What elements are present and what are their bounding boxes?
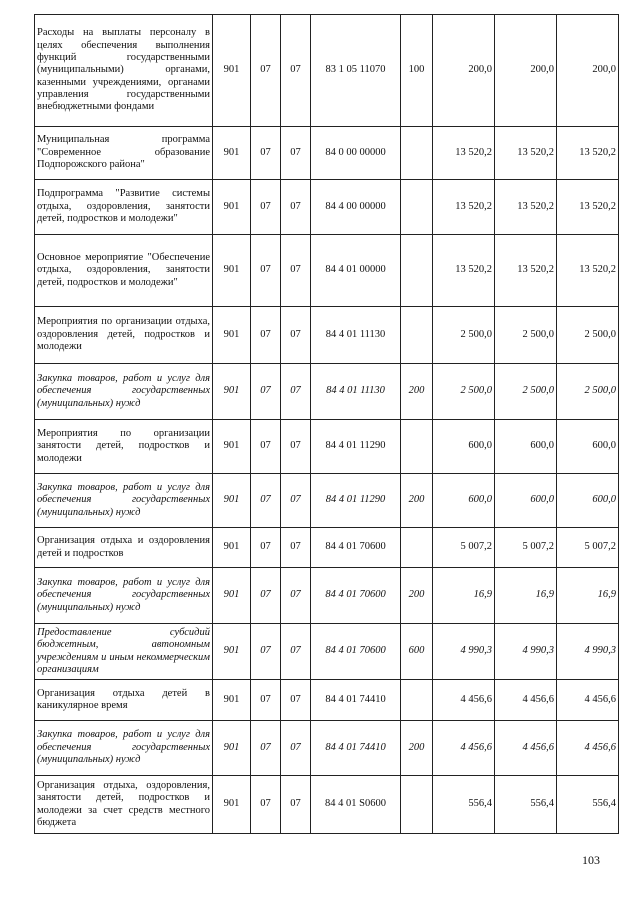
subsection-code: 07: [281, 474, 311, 528]
amount-year-2: 2 500,0: [495, 364, 557, 420]
amount-year-3: 200,0: [557, 15, 619, 127]
row-name: Основное мероприятие "Обеспечение отдыха, оздоровления, занятости детей, подростков и молодежи": [35, 235, 213, 307]
section-code: 07: [251, 15, 281, 127]
row-name: Закупка товаров, работ и услуг для обеспечения государственных (муниципальных) нужд: [35, 474, 213, 528]
amount-year-1: 600,0: [433, 420, 495, 474]
target-code: 84 0 00 00000: [311, 127, 401, 180]
section-code: 07: [251, 528, 281, 568]
table-row: [35, 474, 619, 528]
subsection-code: 07: [281, 776, 311, 834]
admin-code: 901: [213, 15, 251, 127]
admin-code: 901: [213, 568, 251, 624]
row-name: Мероприятия по организации отдыха, оздоровления детей, подростков и молодежи: [35, 307, 213, 364]
subsection-code: 07: [281, 235, 311, 307]
table-row: [35, 364, 619, 420]
expense-type-code: 200: [401, 568, 433, 624]
expense-type-code: [401, 180, 433, 235]
amount-year-2: 4 456,6: [495, 680, 557, 721]
amount-year-2: 600,0: [495, 420, 557, 474]
section-code: 07: [251, 420, 281, 474]
target-code: 84 4 00 00000: [311, 180, 401, 235]
amount-year-3: 13 520,2: [557, 127, 619, 180]
section-code: 07: [251, 776, 281, 834]
budget-table: [34, 14, 619, 834]
expense-type-code: [401, 680, 433, 721]
amount-year-3: 13 520,2: [557, 180, 619, 235]
subsection-code: 07: [281, 127, 311, 180]
amount-year-1: 13 520,2: [433, 127, 495, 180]
expense-type-code: [401, 420, 433, 474]
section-code: 07: [251, 474, 281, 528]
table-row: [35, 721, 619, 776]
subsection-code: 07: [281, 528, 311, 568]
amount-year-1: 4 990,3: [433, 624, 495, 680]
target-code: 84 4 01 11290: [311, 420, 401, 474]
expense-type-code: 200: [401, 364, 433, 420]
row-name: Подпрограмма "Развитие системы отдыха, оздоровления, занятости детей, подростков и молодежи": [35, 180, 213, 235]
admin-code: 901: [213, 474, 251, 528]
admin-code: 901: [213, 721, 251, 776]
table-row: [35, 624, 619, 680]
row-name: Мероприятия по организации занятости детей, подростков и молодежи: [35, 420, 213, 474]
row-name: Расходы на выплаты персоналу в целях обеспечения выполнения функций государственными (муниципальными) органами, казенными учреждениями, органами управления государственными внебюджетными фондами: [35, 15, 213, 127]
admin-code: 901: [213, 776, 251, 834]
amount-year-1: 2 500,0: [433, 307, 495, 364]
target-code: 84 4 01 00000: [311, 235, 401, 307]
target-code: 84 4 01 11130: [311, 307, 401, 364]
page-number: 103: [582, 853, 600, 867]
admin-code: 901: [213, 528, 251, 568]
target-code: 84 4 01 11130: [311, 364, 401, 420]
amount-year-3: 4 456,6: [557, 680, 619, 721]
table-row: [35, 528, 619, 568]
section-code: 07: [251, 307, 281, 364]
subsection-code: 07: [281, 568, 311, 624]
subsection-code: 07: [281, 680, 311, 721]
section-code: 07: [251, 235, 281, 307]
table-row: [35, 15, 619, 127]
section-code: 07: [251, 721, 281, 776]
amount-year-3: 16,9: [557, 568, 619, 624]
amount-year-3: 4 990,3: [557, 624, 619, 680]
subsection-code: 07: [281, 624, 311, 680]
amount-year-2: 4 456,6: [495, 721, 557, 776]
expense-type-code: 600: [401, 624, 433, 680]
expense-type-code: [401, 307, 433, 364]
expense-type-code: 200: [401, 474, 433, 528]
amount-year-1: 16,9: [433, 568, 495, 624]
section-code: 07: [251, 364, 281, 420]
section-code: 07: [251, 180, 281, 235]
amount-year-2: 556,4: [495, 776, 557, 834]
admin-code: 901: [213, 235, 251, 307]
table-row: [35, 180, 619, 235]
row-name: Предоставление субсидий бюджетным, автономным учреждениям и иным некоммерческим организациям: [35, 624, 213, 680]
amount-year-2: 13 520,2: [495, 127, 557, 180]
subsection-code: 07: [281, 364, 311, 420]
amount-year-2: 13 520,2: [495, 180, 557, 235]
table-row: [35, 420, 619, 474]
table-row: [35, 307, 619, 364]
section-code: 07: [251, 680, 281, 721]
amount-year-1: 13 520,2: [433, 235, 495, 307]
target-code: 84 4 01 11290: [311, 474, 401, 528]
admin-code: 901: [213, 127, 251, 180]
table-row: [35, 568, 619, 624]
amount-year-2: 13 520,2: [495, 235, 557, 307]
target-code: 84 4 01 74410: [311, 680, 401, 721]
amount-year-3: 5 007,2: [557, 528, 619, 568]
section-code: 07: [251, 624, 281, 680]
expense-type-code: 100: [401, 15, 433, 127]
admin-code: 901: [213, 307, 251, 364]
amount-year-1: 5 007,2: [433, 528, 495, 568]
admin-code: 901: [213, 624, 251, 680]
target-code: 84 4 01 S0600: [311, 776, 401, 834]
table-row: [35, 776, 619, 834]
expense-type-code: [401, 776, 433, 834]
amount-year-2: 16,9: [495, 568, 557, 624]
table-row: [35, 235, 619, 307]
admin-code: 901: [213, 180, 251, 235]
row-name: Организация отдыха, оздоровления, занятости детей, подростков и молодежи за счет средств местного бюджета: [35, 776, 213, 834]
expense-type-code: [401, 235, 433, 307]
subsection-code: 07: [281, 307, 311, 364]
amount-year-3: 13 520,2: [557, 235, 619, 307]
amount-year-2: 600,0: [495, 474, 557, 528]
row-name: Муниципальная программа "Современное образование Подпорожского района": [35, 127, 213, 180]
row-name: Организация отдыха детей в каникулярное время: [35, 680, 213, 721]
amount-year-1: 600,0: [433, 474, 495, 528]
amount-year-3: 2 500,0: [557, 307, 619, 364]
amount-year-3: 600,0: [557, 474, 619, 528]
amount-year-1: 2 500,0: [433, 364, 495, 420]
target-code: 84 4 01 70600: [311, 568, 401, 624]
row-name: Закупка товаров, работ и услуг для обеспечения государственных (муниципальных) нужд: [35, 364, 213, 420]
amount-year-3: 2 500,0: [557, 364, 619, 420]
expense-type-code: [401, 528, 433, 568]
amount-year-1: 200,0: [433, 15, 495, 127]
row-name: Закупка товаров, работ и услуг для обеспечения государственных (муниципальных) нужд: [35, 568, 213, 624]
amount-year-3: 556,4: [557, 776, 619, 834]
row-name: Закупка товаров, работ и услуг для обеспечения государственных (муниципальных) нужд: [35, 721, 213, 776]
amount-year-3: 600,0: [557, 420, 619, 474]
section-code: 07: [251, 127, 281, 180]
admin-code: 901: [213, 420, 251, 474]
target-code: 84 4 01 70600: [311, 528, 401, 568]
amount-year-2: 4 990,3: [495, 624, 557, 680]
amount-year-2: 5 007,2: [495, 528, 557, 568]
amount-year-1: 556,4: [433, 776, 495, 834]
table-row: [35, 127, 619, 180]
table-body: [35, 15, 619, 834]
amount-year-2: 2 500,0: [495, 307, 557, 364]
target-code: 83 1 05 11070: [311, 15, 401, 127]
amount-year-1: 4 456,6: [433, 721, 495, 776]
subsection-code: 07: [281, 180, 311, 235]
subsection-code: 07: [281, 15, 311, 127]
amount-year-2: 200,0: [495, 15, 557, 127]
row-name: Организация отдыха и оздоровления детей и подростков: [35, 528, 213, 568]
expense-type-code: [401, 127, 433, 180]
section-code: 07: [251, 568, 281, 624]
target-code: 84 4 01 70600: [311, 624, 401, 680]
amount-year-1: 13 520,2: [433, 180, 495, 235]
admin-code: 901: [213, 680, 251, 721]
expense-type-code: 200: [401, 721, 433, 776]
subsection-code: 07: [281, 721, 311, 776]
admin-code: 901: [213, 364, 251, 420]
amount-year-1: 4 456,6: [433, 680, 495, 721]
amount-year-3: 4 456,6: [557, 721, 619, 776]
subsection-code: 07: [281, 420, 311, 474]
target-code: 84 4 01 74410: [311, 721, 401, 776]
table-row: [35, 680, 619, 721]
